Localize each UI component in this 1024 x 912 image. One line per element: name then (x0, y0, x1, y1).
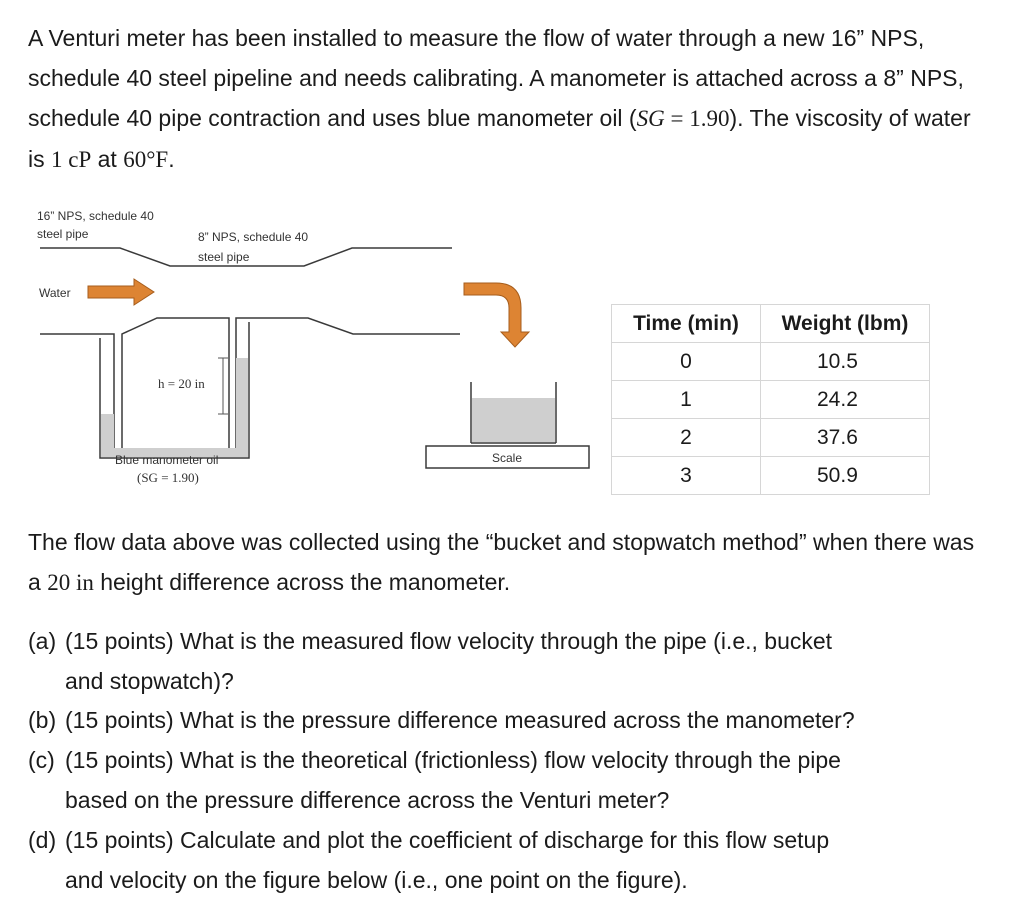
col-header-weight: Weight (lbm) (761, 305, 930, 343)
col-header-time: Time (min) (612, 305, 761, 343)
intro-text-3: at (91, 146, 124, 172)
data-note (28, 522, 988, 603)
bucket-water (472, 398, 555, 442)
question-b-label: (b) (28, 707, 57, 733)
question-a-label: (a) (28, 628, 57, 654)
cell-time: 3 (612, 457, 761, 495)
question-c (28, 740, 988, 820)
question-c-text: (15 points) What is the theoretical (frictionless) flow velocity through the pipe (65, 747, 841, 773)
question-d-label: (d) (28, 827, 57, 853)
sg-value: = 1.90 (664, 106, 730, 131)
question-a-text: (15 points) What is the measured flow velocity through the pipe (i.e., bucket (65, 628, 833, 654)
pipe8-label-line2: steel pipe (198, 250, 250, 264)
question-b-text: (15 points) What is the pressure difference measured across the manometer? (65, 707, 855, 733)
cell-time: 0 (612, 343, 761, 381)
sg-symbol: SG (636, 106, 665, 131)
question-b (28, 700, 988, 740)
pipe16-label-line2: steel pipe (37, 227, 89, 241)
scale-label: Scale (491, 451, 523, 465)
cell-weight: 50.9 (761, 457, 930, 495)
question-d-continuation: and velocity on the figure below (i.e., one point on the figure). (65, 867, 688, 893)
table-header-row (612, 305, 930, 343)
intro-text-1: A Venturi meter has been installed to measure the flow of water through a new 16” NPS, schedule 40 steel pipeline and needs calibrating. A manometer is attached across a 8” NPS, schedule 40 pipe contraction and uses blue manometer oil ( (28, 25, 964, 131)
question-d-text: (15 points) Calculate and plot the coefficient of discharge for this flow setup (65, 827, 830, 853)
note-height: 20 in (47, 570, 94, 595)
note-text-1: The flow data above was collected using the “bucket and stopwatch method” when there was a (28, 529, 975, 595)
water-label: Water (39, 286, 71, 300)
cell-time: 2 (612, 419, 761, 457)
h-label: h = 20 in (158, 376, 205, 391)
venturi-diagram (30, 200, 605, 500)
pipe8-label-line1: 8” NPS, schedule 40 (198, 230, 309, 244)
table-row (612, 419, 930, 457)
pipe-bottom-wall-right (236, 318, 460, 448)
cell-weight: 37.6 (761, 419, 930, 457)
oil-label-line2: (SG = 1.90) (137, 470, 199, 485)
table-row (612, 457, 930, 495)
cell-weight: 10.5 (761, 343, 930, 381)
flow-data-table (611, 304, 930, 495)
question-d (28, 820, 988, 900)
cell-weight: 24.2 (761, 381, 930, 419)
question-a-continuation: and stopwatch)? (65, 668, 234, 694)
flow-arrow-icon (88, 279, 154, 305)
curved-arrow-icon (464, 283, 529, 347)
table-row (612, 343, 930, 381)
manometer-oil (101, 358, 248, 457)
problem-statement (28, 18, 988, 180)
temperature-value: 60°F (123, 147, 169, 172)
viscosity-value: 1 cP (51, 147, 92, 172)
question-c-continuation: based on the pressure difference across the Venturi meter? (65, 787, 670, 813)
note-text-2: height difference across the manometer. (93, 569, 511, 595)
intro-text-2: ). The viscosity of water is (28, 105, 971, 172)
question-a (28, 621, 988, 701)
cell-time: 1 (612, 381, 761, 419)
table-row (612, 381, 930, 419)
pipe16-label-line1: 16” NPS, schedule 40 (37, 209, 154, 223)
question-c-label: (c) (28, 747, 55, 773)
height-bracket (218, 358, 228, 414)
oil-label-line1: Blue manometer oil (115, 453, 219, 467)
intro-text-4: . (168, 146, 175, 172)
